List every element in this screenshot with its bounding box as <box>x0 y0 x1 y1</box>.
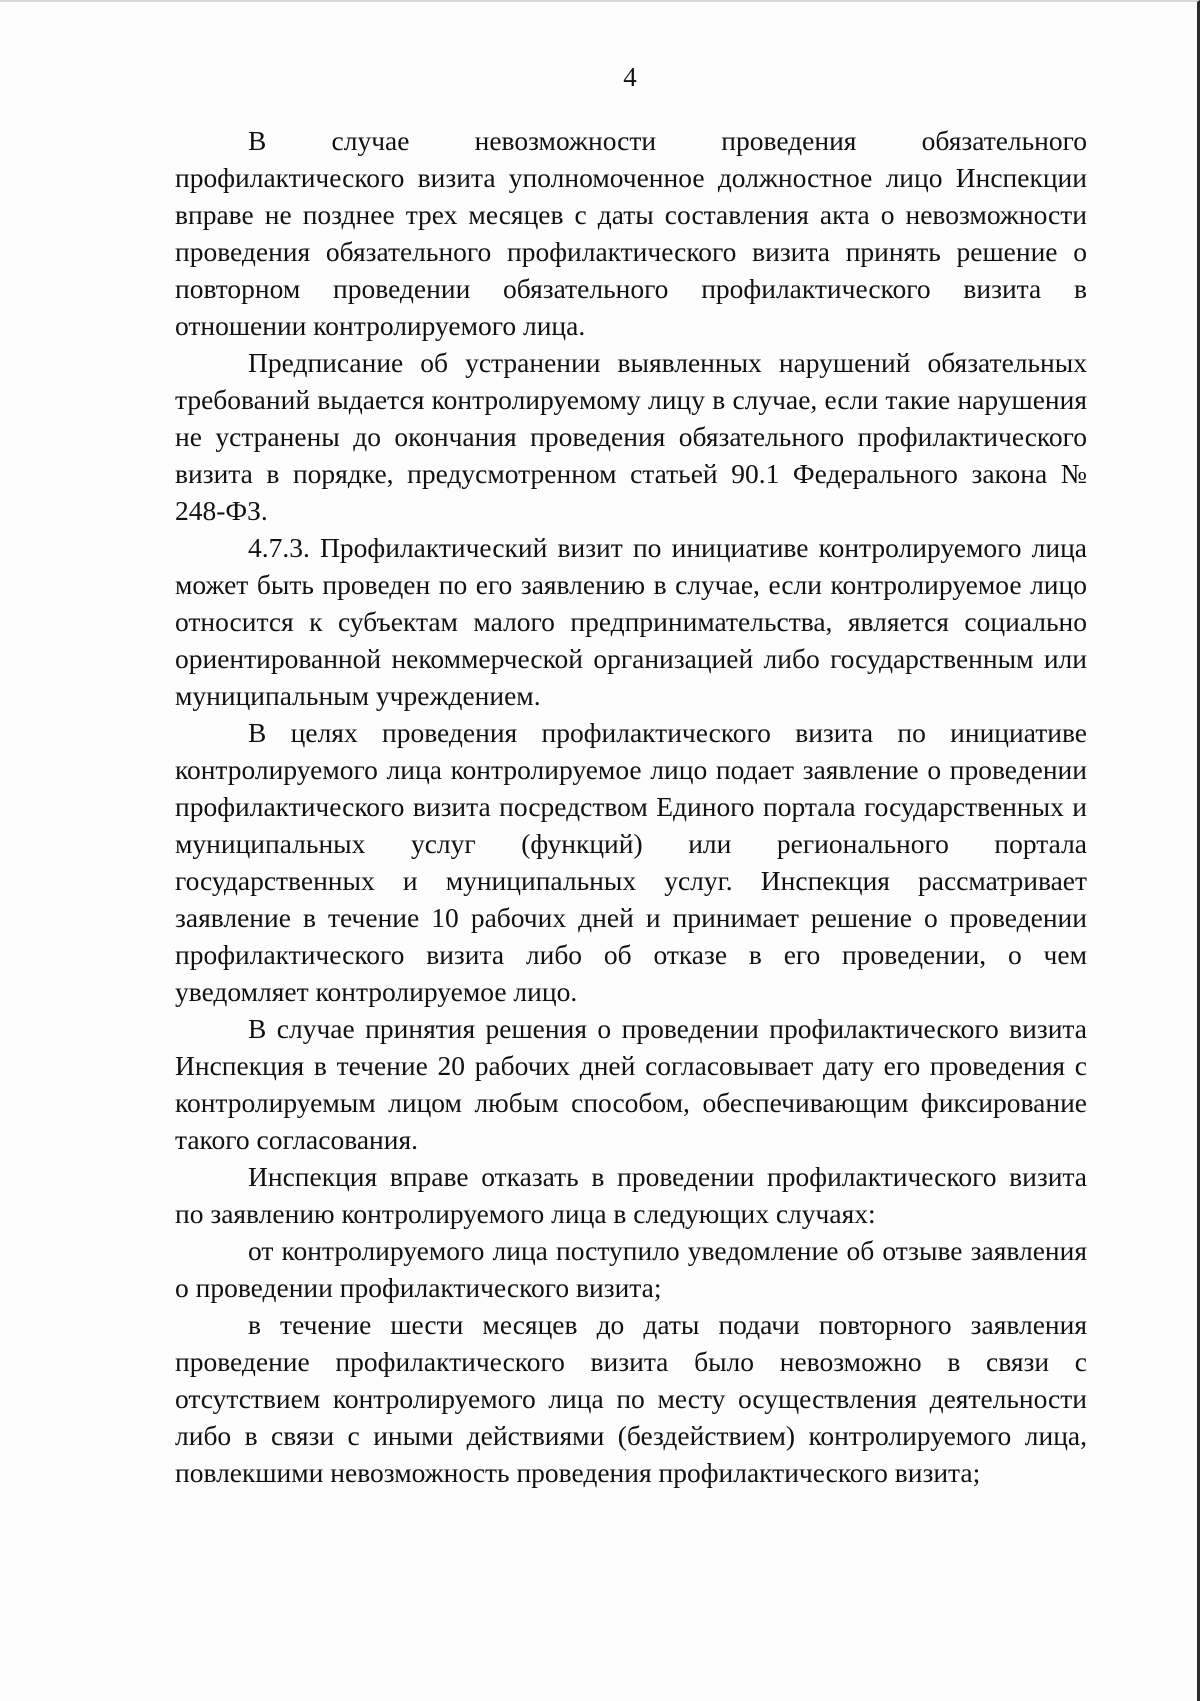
paragraph-six-months: в течение шести месяцев до даты подачи повторного заявления проведение профилактического визита было невозможно в связи с отсутствием контролируемого лица по месту осуществления деятельности либо в связи с иными действиями (бездействием) контролируемого лица, повлекшими невозможность проведения профилактического визита; <box>175 1309 1087 1488</box>
paragraph-date-agreement: В случае принятия решения о проведении профилактического визита Инспекция в течение 20 рабочих дней согласовывает дату его проведения с контролируемым лицом любым способом, обеспечивающим фиксирование такого согласования. <box>175 1013 1087 1155</box>
paragraph-refusal-grounds: Инспекция вправе отказать в проведении профилактического визита по заявлению контролируемого лица в следующих случаях: <box>175 1161 1087 1229</box>
paragraph-4-7-3: 4.7.3. Профилактический визит по инициативе контролируемого лица может быть проведен по его заявлению в случае, если контролируемое лицо относится к субъектам малого предпринимательства, является социально ориентированной некоммерческой организацией либо государственным или муниципальным учреждением. <box>175 532 1087 711</box>
paragraph-impossible-visit: В случае невозможности проведения обязательного профилактического визита уполномоченное должностное лицо Инспекции вправе не позднее трех месяцев с даты составления акта о невозможности проведения обязательного профилактического визита принять решение о повторном проведении обязательного профилактического визита в отношении контролируемого лица. <box>175 125 1087 341</box>
page-number: 4 <box>623 62 637 92</box>
paragraph-withdrawal: от контролируемого лица поступило уведомление об отзыве заявления о проведении профилактического визита; <box>175 1235 1087 1303</box>
paragraph-prescription: Предписание об устранении выявленных нарушений обязательных требований выдается контролируемому лицу в случае, если такие нарушения не устранены до окончания проведения обязательного профилактического визита в порядке, предусмотренном статьей 90.1 Федерального закона № 248-ФЗ. <box>175 347 1087 526</box>
paragraph-application: В целях проведения профилактического визита по инициативе контролируемого лица контролируемое лицо подает заявление о проведении профилактического визита посредством Единого портала государственных и муниципальных услуг (функций) или регионального портала государственных и муниципальных услуг. Инспекция рассматривает заявление в течение 10 рабочих дней и принимает решение о проведении профилактического визита либо об отказе в его проведении, о чем уведомляет контролируемое лицо. <box>175 717 1087 1007</box>
document-body <box>175 122 1087 1491</box>
